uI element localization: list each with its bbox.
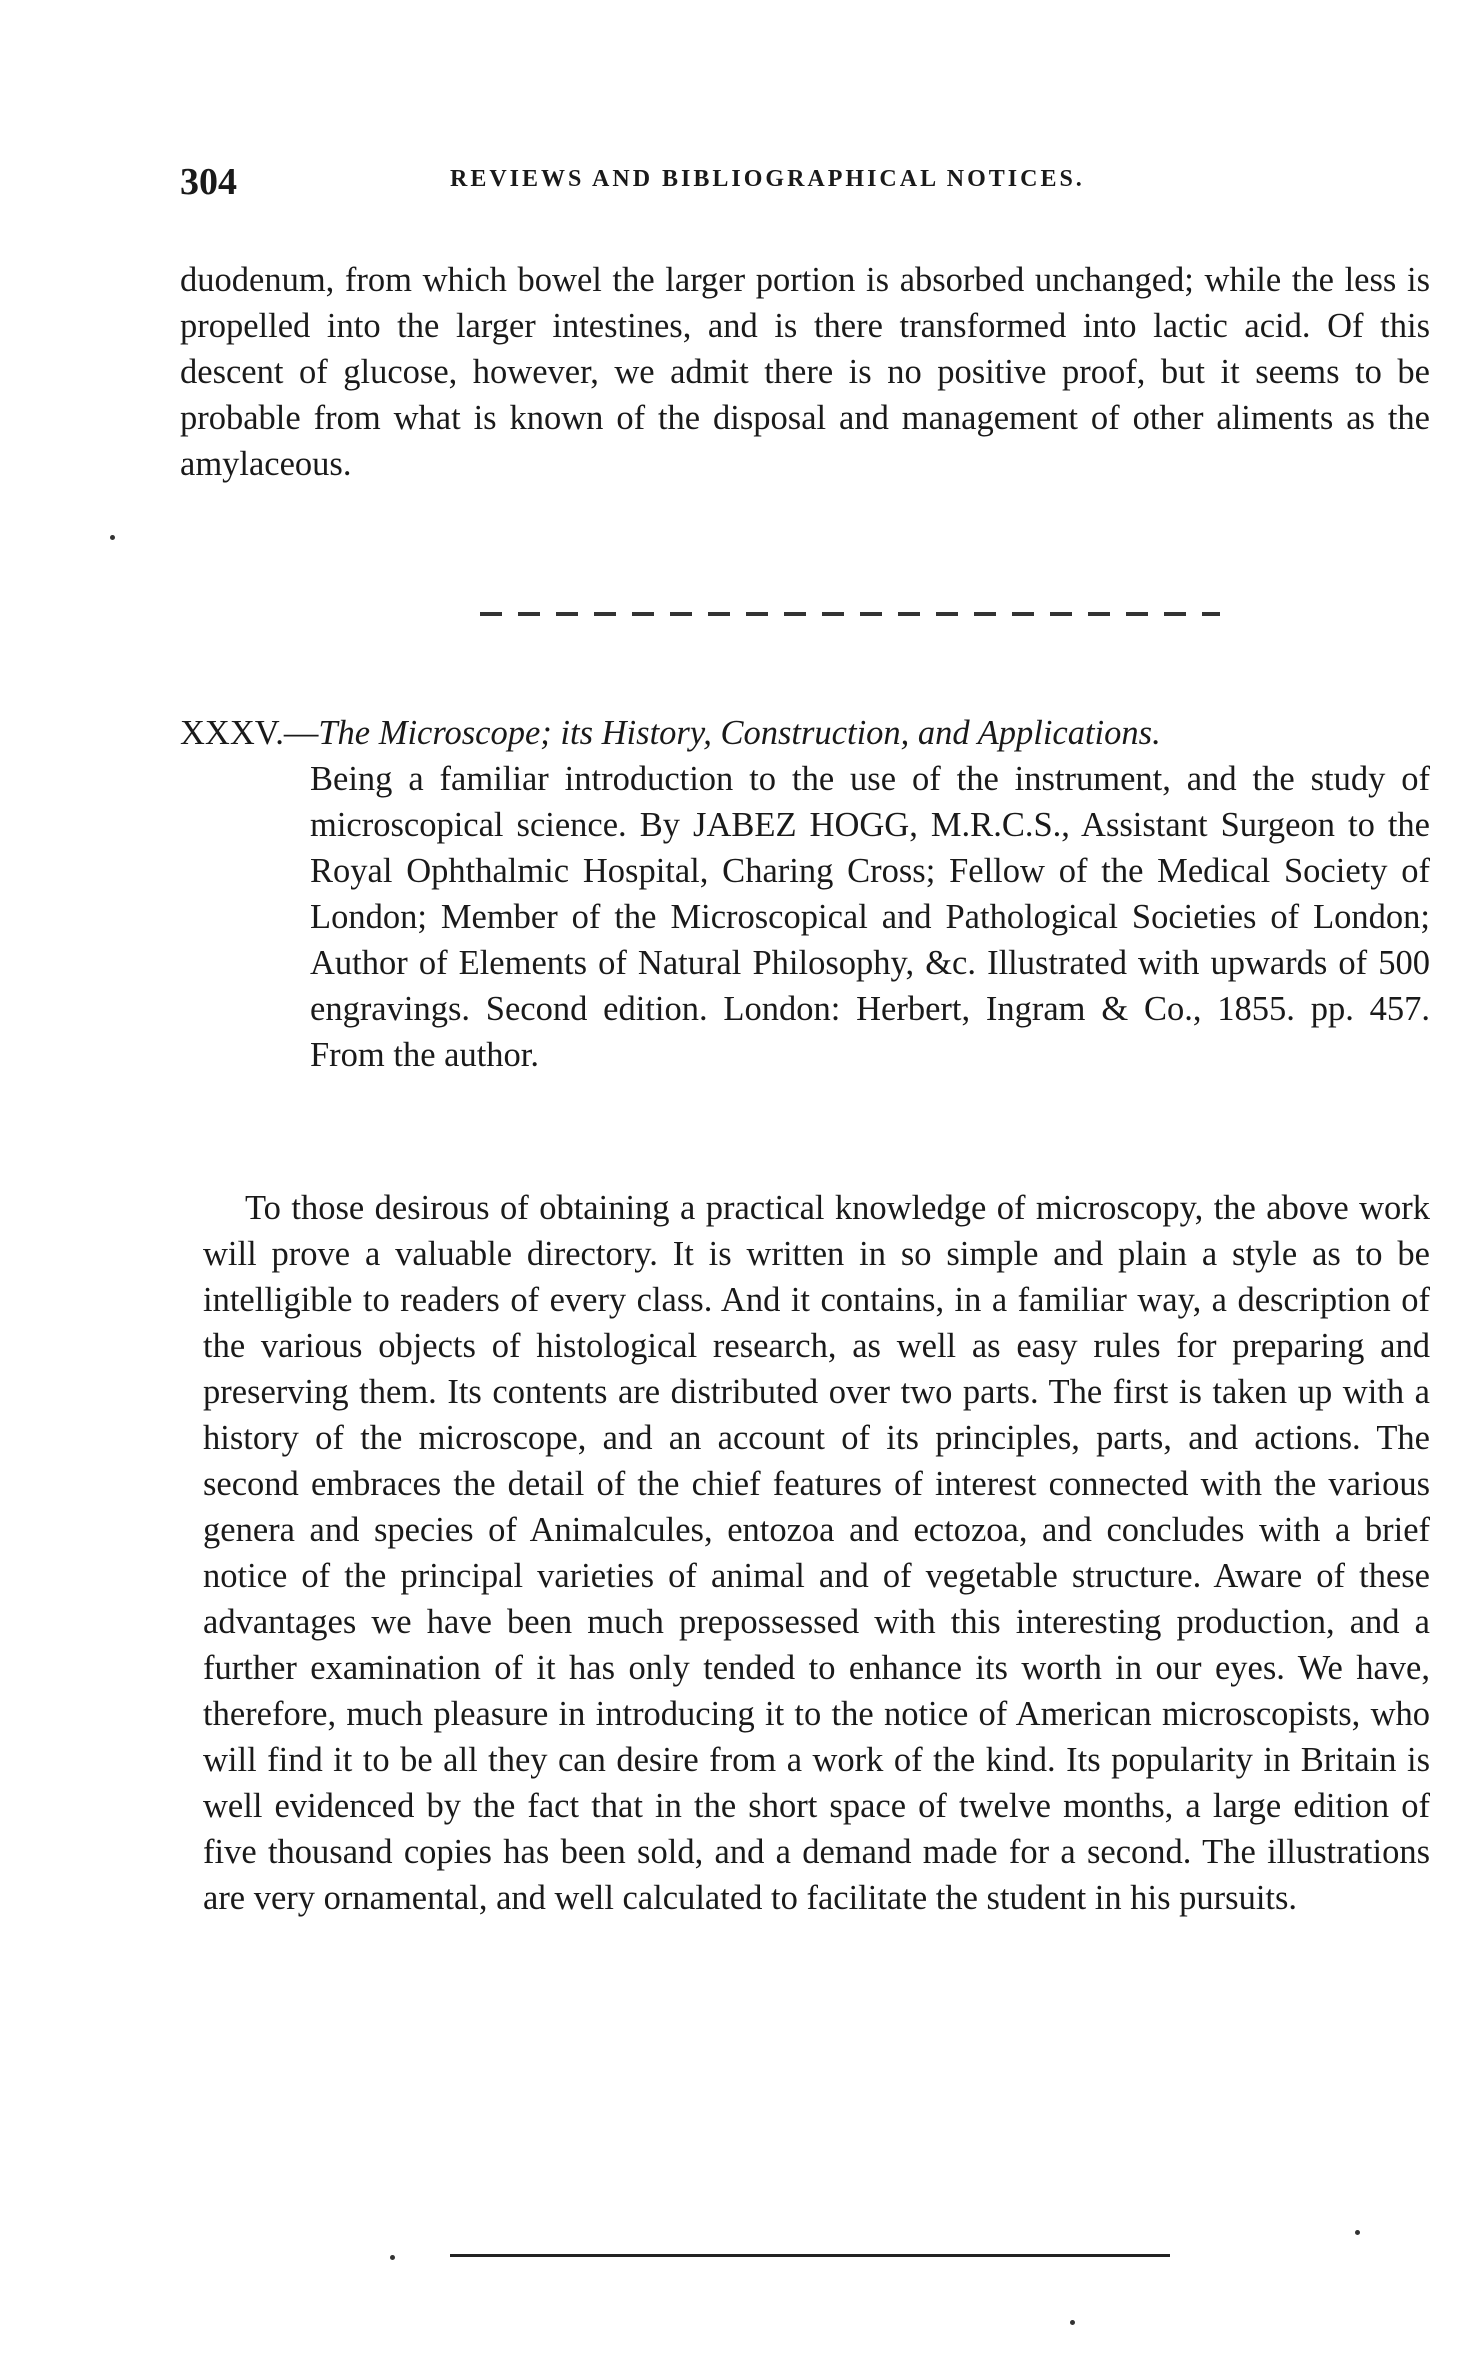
running-head [180, 160, 1300, 210]
end-rule [450, 2254, 1170, 2257]
running-title: REVIEWS AND BIBLIOGRAPHICAL NOTICES. [450, 166, 1085, 192]
continuation-paragraph: duodenum, from which bowel the larger portion is absorbed unchanged; while the less is propelled into the larger intestines, and is there transformed into lactic acid. Of this descent of glucose, however, we admit there is no positive proof, but it seems to be probable from what is known of the disposal and management of other aliments as the amylaceous. [180, 260, 1430, 483]
article-number: XXXV.— [180, 714, 319, 752]
review-body: To those desirous of obtaining a practical knowledge of microscopy, the above work will prove a valuable directory. It is written in so simple and plain a style as to be intelligible to readers of every class. And it contains, in a familiar way, a description of the various objects of histological research, as well as easy rules for preparing and preserving them. Its contents are distributed over two parts. The first is taken up with a history of the microscope, and an account of its principles, parts, and actions. The second embraces the detail of the chief features of interest connected with the various genera and species of Animalcules, entozoa and ectozoa, and concludes with a brief notice of the principal varieties of animal and of vegetable structure. Aware of these advantages we have been much prepossessed with this interesting production, and a further examination of it has only tended to enhance its worth in our eyes. We have, therefore, much pleasure in introducing it to the notice of American microscopists, who will find it to be all they can desire from a work of the kind. Its popularity in Britain is well evidenced by the fact that in the short space of twelve months, a large edition of five thousand copies has been sold, and a demand made for a second. The illustrations are very ornamental, and well calculated to facilitate the student in his pursuits. [203, 1188, 1430, 1917]
article-citation: Being a familiar introduction to the use of the instrument, and the study of microscopical science. By JABEZ HOGG, M.R.C.S., Assistant Surgeon to the Royal Ophthalmic Hospital, Charing Cross; Fellow of the Medical Society of London; Member of the Microscopical and Pathological Societies of London; Author of Elements of Natural Philosophy, &c. Illustrated with upwards of 500 engravings. Second edition. London: Herbert, Ingram & Co., 1855. pp. 457. From the author. [310, 760, 1430, 1074]
article-title: The Microscope; its History, Construction, and Applications. [318, 714, 1161, 752]
page-number: 304 [180, 161, 237, 203]
article-heading [180, 710, 1430, 1078]
stray-mark [110, 535, 115, 540]
stray-mark [390, 2255, 395, 2260]
stray-mark [1355, 2230, 1360, 2235]
section-divider [480, 612, 1220, 616]
stray-mark [1070, 2320, 1075, 2325]
article-heading-line [180, 710, 1430, 756]
